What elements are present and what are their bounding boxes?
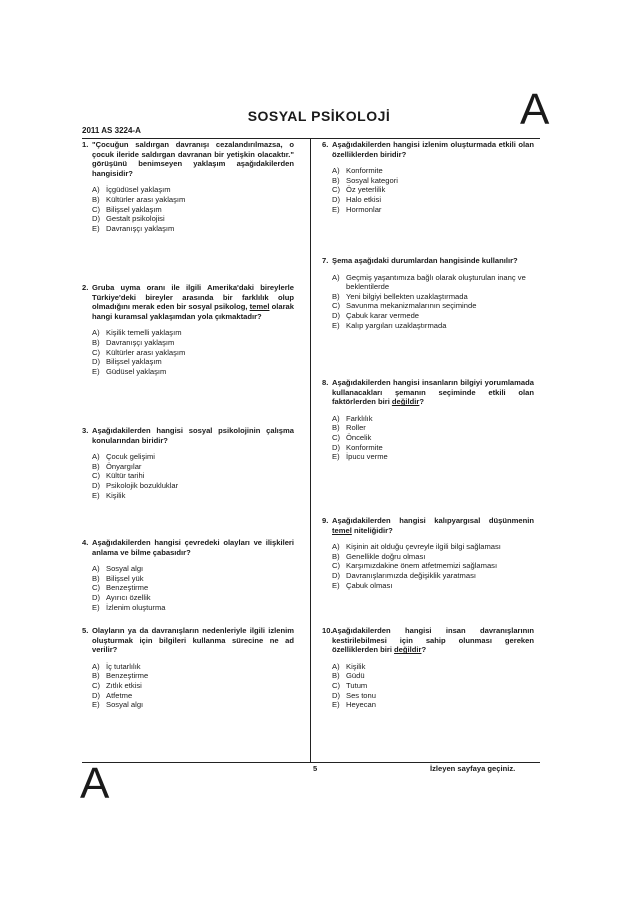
- option-letter: B): [332, 671, 340, 681]
- option-letter: D): [92, 357, 101, 367]
- answer-option: [332, 691, 534, 701]
- question-number: 10.: [322, 626, 333, 635]
- answer-option: [92, 564, 294, 574]
- option-text: Atfetme: [106, 690, 133, 700]
- option-text: Kültürler arası yaklaşım: [106, 347, 186, 357]
- question-stem: [92, 538, 294, 557]
- option-letter: D): [332, 442, 341, 452]
- question-stem: [332, 516, 534, 535]
- stem-text: Aşağıdakilerden hangisi insan davranışlarının kestirilebilmesi için sahip olunması gereken özelliklerden biri: [332, 626, 534, 655]
- option-text: Bilişsel yaklaşım: [106, 204, 162, 214]
- column-divider: [310, 138, 311, 763]
- option-text: Geçmiş yaşantımıza bağlı olarak oluşturulan inanç ve beklentilerde: [346, 272, 526, 292]
- answer-option: [92, 452, 294, 462]
- option-text: Güdü: [346, 671, 365, 681]
- option-letter: B): [332, 291, 340, 301]
- answer-option: [332, 561, 534, 571]
- booklet-letter-top: A: [520, 85, 550, 134]
- option-text: Kişilik temelli yaklaşım: [106, 328, 182, 338]
- option-text: Çabuk olması: [346, 580, 393, 590]
- next-page-note: İzleyen sayfaya geçiniz.: [430, 764, 516, 773]
- option-letter: A): [92, 452, 100, 462]
- bottom-rule: [82, 762, 540, 763]
- option-letter: D): [332, 570, 341, 580]
- answer-option: [332, 571, 534, 581]
- option-text: Kişilik: [106, 490, 126, 500]
- question-stem: [92, 426, 294, 445]
- option-letter: E): [332, 580, 340, 590]
- stem-text: niteliğidir?: [351, 525, 393, 535]
- question-7: [322, 256, 534, 330]
- stem-text: Aşağıdakilerden hangisi sosyal psikolojinin çalışma konularından biridir?: [92, 426, 294, 445]
- option-letter: C): [332, 561, 341, 571]
- answer-option: [332, 671, 534, 681]
- question-8: [322, 378, 534, 462]
- option-letter: B): [92, 337, 100, 347]
- emphasis-word: değildir: [394, 645, 422, 655]
- option-letter: D): [92, 690, 101, 700]
- option-text: Ayırıcı özellik: [106, 592, 151, 602]
- option-letter: B): [92, 194, 100, 204]
- option-text: Sosyal algı: [106, 564, 144, 574]
- option-text: Kültür tarihi: [106, 471, 145, 481]
- option-letter: A): [332, 661, 340, 671]
- answer-options: [92, 452, 294, 500]
- answer-option: [332, 423, 534, 433]
- question-10: [322, 626, 534, 710]
- option-text: Zıtlık etkisi: [106, 680, 142, 690]
- stem-text: olarak hangi kuramsal yaklaşımdan yola çıkmaktadır?: [92, 302, 295, 321]
- question-5: [82, 626, 294, 710]
- option-letter: D): [92, 480, 101, 490]
- option-text: Yeni bilgiyi bellekten uzaklaştırmada: [346, 291, 468, 301]
- option-text: İçgüdüsel yaklaşım: [106, 185, 171, 195]
- answer-option: [92, 662, 294, 672]
- option-text: Bilişsel yük: [106, 573, 144, 583]
- stem-text: "Çocuğun saldırgan davranışı cezalandırılmazsa, o çocuk ileride saldırgan davranan bir yetişkin olacaktır." görüşünü benimseyen yaklaşım aşağıdakilerden hangisidir?: [92, 140, 294, 178]
- option-letter: C): [332, 185, 341, 195]
- question-number: 1.: [82, 140, 89, 149]
- option-text: Önyargılar: [106, 461, 142, 471]
- option-letter: C): [92, 347, 101, 357]
- question-number: 4.: [82, 538, 89, 547]
- stem-text: Aşağıdakilerden hangisi izlenim oluşturmada etkili olan özelliklerden biridir?: [332, 140, 534, 159]
- option-letter: E): [92, 366, 100, 376]
- option-letter: E): [92, 602, 100, 612]
- option-letter: E): [332, 700, 340, 710]
- answer-option: [332, 292, 534, 302]
- question-4: [82, 538, 294, 612]
- exam-code: 2011 AS 3224-A: [82, 126, 141, 135]
- answer-option: [332, 273, 534, 292]
- answer-options: [92, 185, 294, 233]
- option-text: İpucu verme: [346, 452, 388, 462]
- question-3: [82, 426, 294, 500]
- question-number: 2.: [82, 283, 89, 292]
- option-letter: C): [92, 680, 101, 690]
- option-text: Sosyal algı: [106, 700, 144, 710]
- option-letter: D): [92, 214, 101, 224]
- answer-option: [332, 311, 534, 321]
- answer-option: [332, 166, 534, 176]
- option-letter: A): [332, 413, 340, 423]
- option-text: Öz yeterlilik: [346, 185, 386, 195]
- answer-option: [332, 433, 534, 443]
- question-stem: [332, 256, 534, 266]
- option-letter: E): [92, 490, 100, 500]
- option-letter: E): [332, 320, 340, 330]
- answer-option: [92, 214, 294, 224]
- option-letter: A): [92, 185, 100, 195]
- option-letter: B): [92, 671, 100, 681]
- option-text: Davranışçı yaklaşım: [106, 223, 175, 233]
- answer-option: [92, 583, 294, 593]
- answer-options: [92, 328, 294, 376]
- answer-options: [332, 414, 534, 462]
- question-stem: [92, 626, 294, 655]
- option-text: Karşımızdakine önem atfetmemizi sağlaması: [346, 561, 498, 571]
- option-text: Güdüsel yaklaşım: [106, 366, 167, 376]
- answer-option: [92, 593, 294, 603]
- stem-text: Aşağıdakilerden hangisi çevredeki olayları ve ilişkileri anlama ve bilme çabasıdır?: [92, 538, 294, 557]
- answer-option: [92, 348, 294, 358]
- question-number: 8.: [322, 378, 329, 387]
- option-letter: A): [332, 272, 340, 282]
- option-text: Konformite: [346, 442, 383, 452]
- emphasis-word: temel: [332, 525, 352, 535]
- option-letter: C): [92, 471, 101, 481]
- booklet-letter-bottom: A: [80, 759, 110, 808]
- option-text: Konformite: [346, 166, 383, 176]
- page-number: 5: [313, 764, 318, 773]
- option-text: Ses tonu: [346, 690, 376, 700]
- answer-options: [332, 273, 534, 331]
- option-letter: B): [92, 461, 100, 471]
- option-text: Tutum: [346, 680, 368, 690]
- answer-option: [92, 574, 294, 584]
- answer-option: [332, 176, 534, 186]
- answer-option: [92, 471, 294, 481]
- stem-text: Olayların ya da davranışların nedenleriyle ilgili izlenim oluşturmak için bilgileri kullanma sürecine ne ad verilir?: [92, 626, 294, 655]
- answer-options: [332, 542, 534, 590]
- option-letter: E): [92, 700, 100, 710]
- answer-option: [92, 205, 294, 215]
- answer-option: [332, 542, 534, 552]
- answer-option: [92, 671, 294, 681]
- option-text: Gestalt psikolojisi: [106, 214, 165, 224]
- stem-text: Gruba uyma oranı ile ilgili Amerika'daki bireylerle Türkiye'deki bireyler arasında bir farklılık olup olmadığını merak eden bir sosyal psikolog,: [92, 283, 294, 312]
- option-letter: D): [332, 690, 341, 700]
- answer-option: [92, 691, 294, 701]
- option-letter: B): [332, 423, 340, 433]
- question-number: 5.: [82, 626, 89, 635]
- option-letter: A): [92, 661, 100, 671]
- option-text: Savunma mekanizmalarının seçiminde: [346, 301, 477, 311]
- option-text: Davranışlarımızda değişiklik yaratması: [346, 570, 476, 580]
- option-letter: A): [92, 564, 100, 574]
- answer-options: [92, 564, 294, 612]
- option-letter: B): [332, 175, 340, 185]
- answer-option: [332, 681, 534, 691]
- question-number: 6.: [322, 140, 329, 149]
- option-text: Heyecan: [346, 700, 376, 710]
- option-text: Psikolojik bozukluklar: [106, 480, 179, 490]
- option-text: Farklılık: [346, 413, 373, 423]
- option-letter: A): [332, 542, 340, 552]
- answer-option: [92, 603, 294, 613]
- answer-option: [332, 700, 534, 710]
- emphasis-word: temel: [249, 302, 270, 312]
- stem-text: Aşağıdakilerden hangisi insanların bilgiyi yorumlamada kullanacakları şemanın seçiminde etkili olan faktörlerden biri: [332, 378, 534, 407]
- option-letter: E): [332, 204, 340, 214]
- option-text: Sosyal kategori: [346, 175, 398, 185]
- option-text: Çabuk karar vermede: [346, 310, 420, 320]
- option-letter: A): [332, 166, 340, 176]
- option-text: Çocuk gelişimi: [106, 452, 155, 462]
- option-text: Kalıp yargıları uzaklaştırmada: [346, 320, 447, 330]
- option-letter: B): [332, 551, 340, 561]
- question-stem: [92, 140, 294, 178]
- answer-option: [92, 462, 294, 472]
- answer-options: [332, 166, 534, 214]
- option-text: İzlenim oluşturma: [106, 602, 166, 612]
- option-letter: B): [92, 573, 100, 583]
- question-number: 3.: [82, 426, 89, 435]
- answer-option: [332, 205, 534, 215]
- option-text: Davranışçı yaklaşım: [106, 337, 175, 347]
- answer-option: [332, 414, 534, 424]
- option-letter: E): [92, 223, 100, 233]
- question-1: [82, 140, 294, 233]
- question-stem: [332, 626, 534, 655]
- option-text: Genellikle doğru olması: [346, 551, 426, 561]
- answer-option: [332, 552, 534, 562]
- option-text: Kişinin ait olduğu çevreyle ilgili bilgi sağlaması: [346, 542, 501, 552]
- question-9: [322, 516, 534, 590]
- emphasis-word: değildir: [391, 397, 420, 407]
- answer-option: [332, 662, 534, 672]
- answer-option: [92, 367, 294, 377]
- option-letter: A): [92, 328, 100, 338]
- question-2: [82, 283, 294, 376]
- answer-option: [92, 338, 294, 348]
- option-text: Hormonlar: [346, 204, 382, 214]
- option-letter: C): [92, 204, 101, 214]
- answer-option: [92, 481, 294, 491]
- answer-option: [332, 195, 534, 205]
- answer-option: [332, 321, 534, 331]
- answer-option: [332, 452, 534, 462]
- answer-option: [332, 301, 534, 311]
- option-text: Öncelik: [346, 432, 372, 442]
- question-number: 9.: [322, 516, 329, 525]
- option-text: Kültürler arası yaklaşım: [106, 194, 186, 204]
- answer-options: [92, 662, 294, 710]
- answer-option: [92, 700, 294, 710]
- question-6: [322, 140, 534, 214]
- option-text: Kişilik: [346, 661, 366, 671]
- option-letter: C): [332, 680, 341, 690]
- answer-option: [92, 185, 294, 195]
- answer-option: [92, 195, 294, 205]
- stem-text: ?: [419, 397, 424, 407]
- question-number: 7.: [322, 256, 329, 265]
- option-text: İç tutarlılık: [106, 661, 141, 671]
- answer-option: [92, 357, 294, 367]
- option-letter: E): [332, 452, 340, 462]
- answer-option: [332, 443, 534, 453]
- stem-text: Şema aşağıdaki durumlardan hangisinde kullanılır?: [332, 256, 518, 265]
- option-text: Bilişsel yaklaşım: [106, 357, 162, 367]
- page-title: SOSYAL PSİKOLOJİ: [247, 108, 391, 124]
- question-stem: [92, 283, 294, 321]
- option-text: Halo etkisi: [346, 194, 382, 204]
- answer-option: [92, 491, 294, 501]
- option-letter: D): [332, 310, 341, 320]
- question-stem: [332, 378, 534, 407]
- option-letter: D): [92, 592, 101, 602]
- answer-option: [92, 224, 294, 234]
- answer-options: [332, 662, 534, 710]
- option-letter: C): [92, 583, 101, 593]
- answer-option: [92, 328, 294, 338]
- option-text: Benzeştirme: [106, 671, 149, 681]
- stem-text: Aşağıdakilerden hangisi kalıpyargısal düşünmenin: [332, 516, 534, 525]
- top-rule: [82, 138, 540, 139]
- question-stem: [332, 140, 534, 159]
- answer-option: [332, 185, 534, 195]
- stem-text: ?: [421, 645, 427, 655]
- option-text: Benzeştirme: [106, 583, 149, 593]
- option-letter: C): [332, 432, 341, 442]
- option-letter: C): [332, 301, 341, 311]
- option-letter: D): [332, 194, 341, 204]
- answer-option: [92, 681, 294, 691]
- answer-option: [332, 581, 534, 591]
- option-text: Roller: [346, 423, 366, 433]
